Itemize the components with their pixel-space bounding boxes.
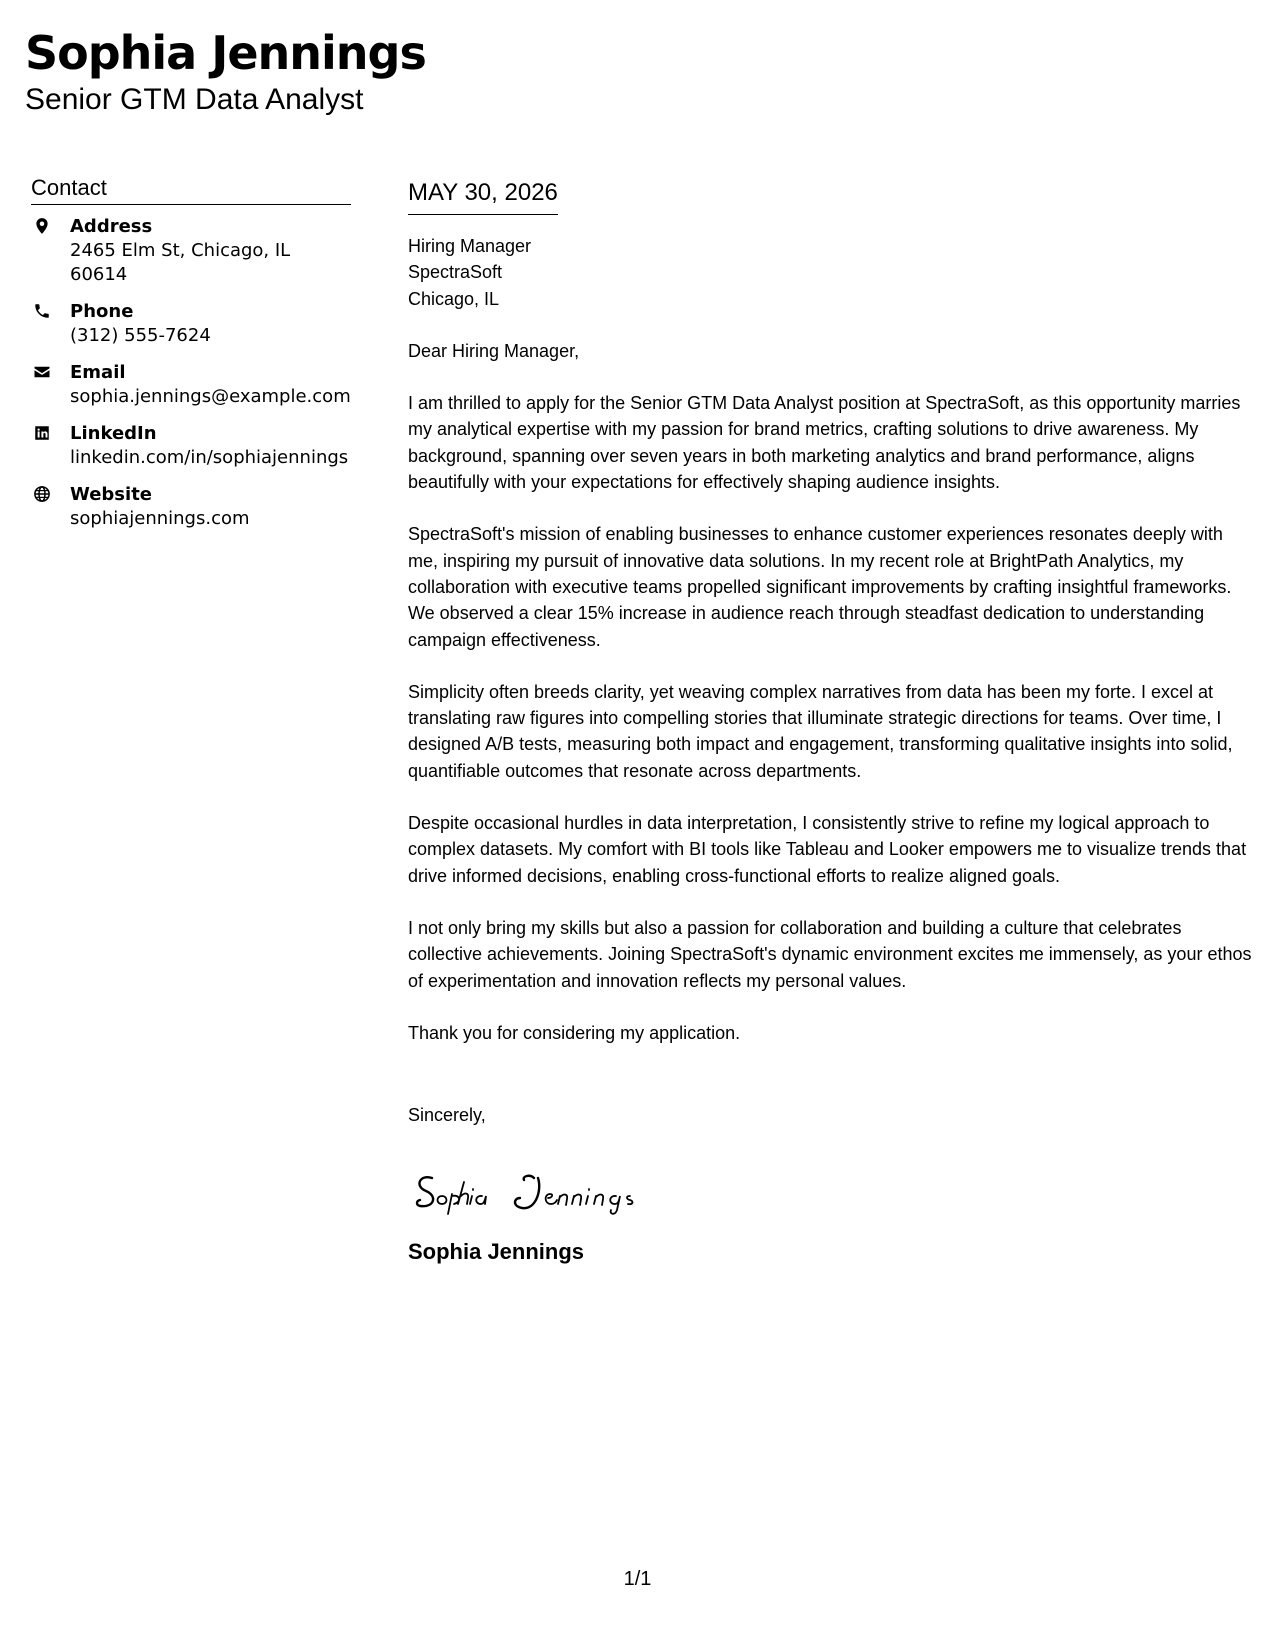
body-paragraph: Simplicity often breeds clarity, yet weaving complex narratives from data has been my forte. I excel at translating raw figures into compelling stories that illuminate strategic directions for teams. Over time, I designed A/B tests, measuring both impact and engagement, transforming qualitative insights into solid, quantifiable outcomes that resonate across departments. bbox=[408, 681, 1233, 781]
letter-body bbox=[408, 178, 1253, 1266]
job-title: Senior GTM Data Analyst bbox=[25, 83, 364, 116]
body-paragraph: SpectraSoft's mission of enabling businesses to enhance customer experiences resonates deeply with me, inspiring my pursuit of innovative data solutions. In my recent role at BrightPath Analytics, my collaboration with executive teams propelled significant improvements by crafting insightful frameworks. We observed a clear 15% increase in audience reach through steadfast dedication to understanding campaign effectiveness. bbox=[408, 524, 1232, 650]
globe-icon bbox=[33, 485, 51, 503]
contact-item-address bbox=[31, 215, 351, 287]
recipient-line: Chicago, IL bbox=[408, 288, 500, 309]
body-paragraph: I am thrilled to apply for the Senior GTM Data Analyst position at SpectraSoft, as this opportunity marries my analytical expertise with my passion for brand metrics, crafting solutions to drive awareness. My background, spanning over seven years in both marketing analytics and brand performance, aligns beautifully with your expectations for effectively shaping audience insights. bbox=[408, 393, 1241, 493]
contact-item-email bbox=[31, 361, 351, 409]
contact-sidebar bbox=[31, 174, 351, 544]
contact-label: Website bbox=[70, 484, 153, 505]
body-paragraph: Thank you for considering my application. bbox=[408, 1022, 741, 1043]
linkedin-value: linkedin.com/in/sophiajennings bbox=[70, 447, 349, 468]
contact-label: LinkedIn bbox=[70, 423, 157, 444]
body-paragraph: I not only bring my skills but also a passion for collaboration and building a culture that celebrates collective achievements. Joining SpectraSoft's dynamic environment excites me immensely, as your ethos of experimentation and innovation reflects my personal values. bbox=[408, 917, 1252, 991]
contact-item-linkedin bbox=[31, 422, 351, 470]
contact-item-phone bbox=[31, 300, 351, 348]
address-value: 2465 Elm St, Chicago, IL 60614 bbox=[70, 240, 291, 285]
header bbox=[25, 24, 426, 118]
contact-label: Phone bbox=[70, 301, 134, 322]
salutation: Dear Hiring Manager, bbox=[408, 340, 580, 361]
letter-date: MAY 30, 2026 bbox=[408, 178, 558, 215]
contact-heading: Contact bbox=[31, 174, 351, 205]
phone-value: (312) 555-7624 bbox=[70, 325, 211, 346]
website-value: sophiajennings.com bbox=[70, 508, 250, 529]
recipient-line: Hiring Manager bbox=[408, 236, 532, 256]
map-pin-icon bbox=[33, 217, 51, 235]
recipient-block bbox=[408, 233, 1253, 312]
linkedin-icon bbox=[33, 424, 51, 442]
handwritten-signature bbox=[412, 1158, 662, 1216]
body-paragraph: Despite occasional hurdles in data interpretation, I consistently strive to refine my logical approach to complex datasets. My comfort with BI tools like Tableau and Looker empowers me to visualize trends that drive informed decisions, enabling cross-functional efforts to realize aligned goals. bbox=[408, 813, 1247, 886]
email-value: sophia.jennings@example.com bbox=[70, 386, 351, 407]
page-indicator: 1/1 bbox=[623, 1568, 652, 1590]
contact-label: Email bbox=[70, 362, 126, 383]
closing: Sincerely, bbox=[408, 1105, 486, 1126]
contact-label: Address bbox=[70, 216, 153, 237]
phone-icon bbox=[33, 302, 51, 320]
contact-item-website bbox=[31, 483, 351, 531]
recipient-line: SpectraSoft bbox=[408, 262, 503, 283]
applicant-name: Sophia Jennings bbox=[25, 26, 426, 80]
signer-name: Sophia Jennings bbox=[408, 1239, 585, 1265]
envelope-icon bbox=[33, 363, 51, 381]
